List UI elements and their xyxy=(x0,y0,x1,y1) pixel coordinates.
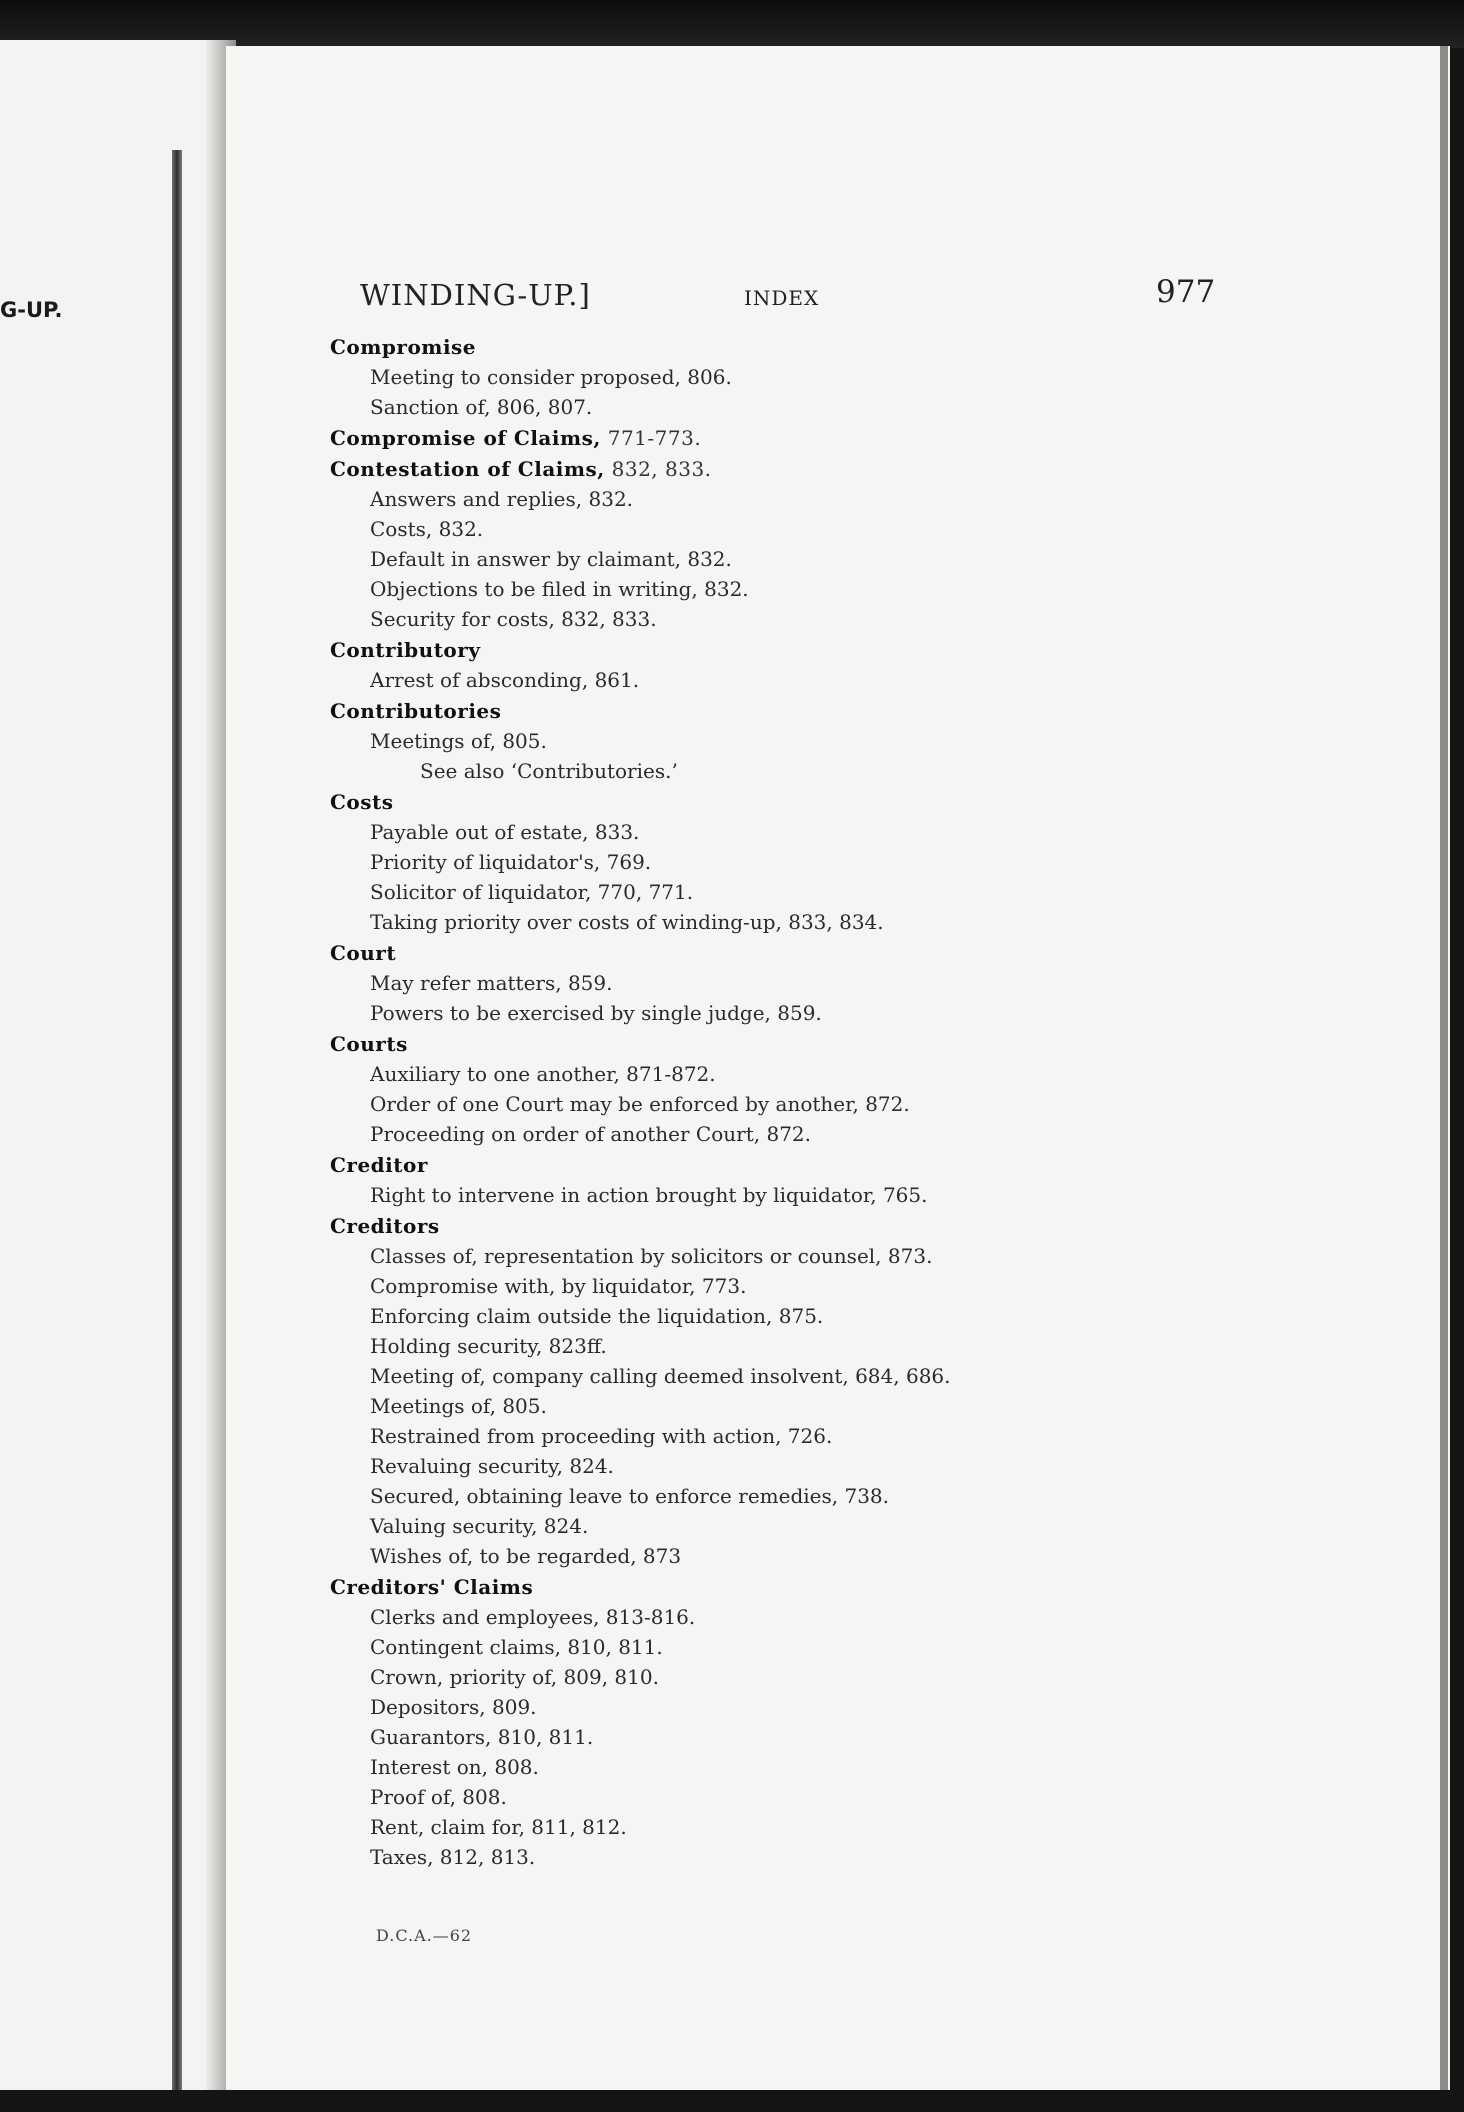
entry-subheading: Meeting to consider proposed, 806. xyxy=(370,365,732,389)
entry-subheading: Enforcing claim outside the liquidation, 875. xyxy=(370,1304,824,1328)
index-entry xyxy=(330,696,1090,786)
entry-subheading: Sanction of, 806, 807. xyxy=(370,395,593,419)
entry-heading-text: Contributories xyxy=(330,699,502,723)
entry-heading-text: Courts xyxy=(330,1032,408,1056)
running-head-title: INDEX xyxy=(744,286,820,310)
entry-heading-text: Creditor xyxy=(330,1153,428,1177)
left-page-fragment: G-UP. xyxy=(0,298,63,322)
entry-heading xyxy=(330,454,1090,484)
left-page xyxy=(0,40,222,2100)
entry-subheading: Costs, 832. xyxy=(370,517,484,541)
gutter-shadow xyxy=(172,150,182,2090)
index-entry xyxy=(330,332,1090,422)
page-number: 977 xyxy=(1156,274,1216,310)
entry-subheading: Classes of, representation by solicitors or counsel, 873. xyxy=(370,1244,933,1268)
entry-subheading: Valuing security, 824. xyxy=(370,1514,589,1538)
entry-heading-text: Contestation of Claims, xyxy=(330,457,605,481)
index-entry xyxy=(330,454,1090,634)
index-entry xyxy=(330,635,1090,695)
entry-subheading: Guarantors, 810, 811. xyxy=(370,1725,594,1749)
index-entry xyxy=(330,787,1090,937)
index-entry xyxy=(330,1572,1090,1872)
entry-subheading: Rent, claim for, 811, 812. xyxy=(370,1815,627,1839)
entry-heading xyxy=(330,635,1090,665)
entry-subheading: Order of one Court may be enforced by another, 872. xyxy=(370,1092,910,1116)
entry-subheading: Taxes, 812, 813. xyxy=(370,1845,536,1869)
entry-heading-ref: 771-773. xyxy=(600,426,702,450)
entry-heading-text: Court xyxy=(330,941,397,965)
entry-subheading: Security for costs, 832, 833. xyxy=(370,607,657,631)
entry-heading xyxy=(330,938,1090,968)
entry-heading-text: Creditors' Claims xyxy=(330,1575,534,1599)
index-entry xyxy=(330,423,1090,453)
entry-subheading: May refer matters, 859. xyxy=(370,971,613,995)
entry-subheading: Proceeding on order of another Court, 872. xyxy=(370,1122,811,1146)
entry-heading xyxy=(330,1572,1090,1602)
entry-subheading: Compromise with, by liquidator, 773. xyxy=(370,1274,747,1298)
see-also-reference: See also ‘Contributories.’ xyxy=(420,759,678,783)
entry-heading xyxy=(330,332,1090,362)
index-entry xyxy=(330,1029,1090,1149)
entry-subheading: Wishes of, to be regarded, 873 xyxy=(370,1544,682,1568)
entry-subheading: Revaluing security, 824. xyxy=(370,1454,614,1478)
entry-subheading: Restrained from proceeding with action, 726. xyxy=(370,1424,833,1448)
entry-subheading: Auxiliary to one another, 871-872. xyxy=(370,1062,716,1086)
entry-heading xyxy=(330,423,1090,453)
entry-heading-ref: 832, 833. xyxy=(604,457,712,481)
index-entry xyxy=(330,1150,1090,1210)
entry-subheading: Solicitor of liquidator, 770, 771. xyxy=(370,880,694,904)
entry-heading xyxy=(330,787,1090,817)
signature-mark: D.C.A.—62 xyxy=(376,1926,473,1945)
entry-subheading: Taking priority over costs of winding-up, 833, 834. xyxy=(370,910,884,934)
entry-subheading: Holding security, 823ff. xyxy=(370,1334,607,1358)
entry-subheading: Priority of liquidator's, 769. xyxy=(370,850,652,874)
index-page-edge xyxy=(1440,46,1448,2092)
entry-heading xyxy=(330,1150,1090,1180)
entry-heading-text: Contributory xyxy=(330,638,481,662)
entry-subheading: Powers to be exercised by single judge, 859. xyxy=(370,1001,822,1025)
running-head xyxy=(360,272,1216,322)
entry-heading xyxy=(330,696,1090,726)
entry-subheading: Default in answer by claimant, 832. xyxy=(370,547,732,571)
index-entry xyxy=(330,938,1090,1028)
entry-subheading: Answers and replies, 832. xyxy=(370,487,634,511)
entry-subheading: Meeting of, company calling deemed insolvent, 684, 686. xyxy=(370,1364,951,1388)
entry-subheading: Meetings of, 805. xyxy=(370,1394,547,1418)
entry-subheading: Payable out of estate, 833. xyxy=(370,820,640,844)
entry-subheading: Right to intervene in action brought by liquidator, 765. xyxy=(370,1183,928,1207)
entry-subheading: Interest on, 808. xyxy=(370,1755,539,1779)
entry-subheading: Proof of, 808. xyxy=(370,1785,507,1809)
entry-subheading: Crown, priority of, 809, 810. xyxy=(370,1665,659,1689)
scan-bottom-border xyxy=(0,2090,1464,2112)
entry-subheading: Objections to be filed in writing, 832. xyxy=(370,577,749,601)
entry-heading xyxy=(330,1211,1090,1241)
entry-heading-text: Creditors xyxy=(330,1214,440,1238)
running-head-section: WINDING-UP.] xyxy=(360,278,591,312)
entry-subheading: Clerks and employees, 813-816. xyxy=(370,1605,696,1629)
entry-subheading: Depositors, 809. xyxy=(370,1695,537,1719)
entry-subheading: Meetings of, 805. xyxy=(370,729,547,753)
entry-heading-text: Costs xyxy=(330,790,394,814)
entry-heading xyxy=(330,1029,1090,1059)
index-entries xyxy=(330,332,1090,1873)
entry-heading-text: Compromise xyxy=(330,335,477,359)
entry-heading-text: Compromise of Claims, xyxy=(330,426,601,450)
entry-subheading: Secured, obtaining leave to enforce remedies, 738. xyxy=(370,1484,889,1508)
index-entry xyxy=(330,1211,1090,1571)
entry-subheading: Contingent claims, 810, 811. xyxy=(370,1635,663,1659)
entry-subheading: Arrest of absconding, 861. xyxy=(370,668,640,692)
